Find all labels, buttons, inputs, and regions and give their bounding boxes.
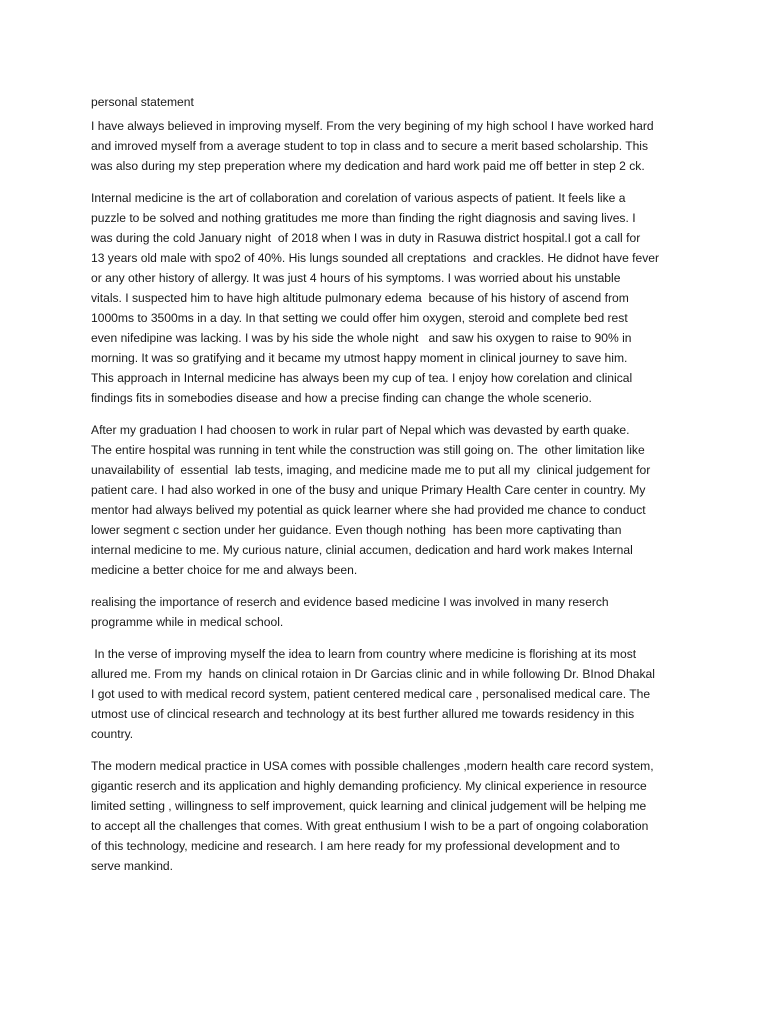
paragraph [91, 116, 683, 176]
text-line: allured me. From my hands on clinical rotaion in Dr Garcias clinic and in while following Dr. BInod Dhakal [91, 667, 655, 681]
text-line: vitals. I suspected him to have high altitude pulmonary edema because of his history of ascend from [91, 291, 629, 305]
text-line: was also during my step preperation where my dedication and hard work paid me off better in step 2 ck. [91, 159, 645, 173]
text-line: serve mankind. [91, 859, 174, 873]
text-line: unavailability of essential lab tests, imaging, and medicine made me to put all my clinical judgement for [91, 463, 651, 477]
text-line: medicine a better choice for me and always been. [91, 563, 358, 577]
text-line: realising the importance of reserch and evidence based medicine I was involved in many reserch [91, 595, 609, 609]
text-line: internal medicine to me. My curious nature, clinial accumen, dedication and hard work makes Internal [91, 543, 633, 557]
text-line: findings fits in somebodies disease and how a precise finding can change the whole scenerio. [91, 391, 592, 405]
text-line: utmost use of clincical research and technology at its best further allured me towards residency in this [91, 707, 635, 721]
text-line: I got used to with medical record system, patient centered medical care , personalised medical care. The [91, 687, 651, 701]
text-line: mentor had always belived my potential as quick learner where she had provided me chance to conduct [91, 503, 646, 517]
text-line: of this technology, medicine and research. I am here ready for my professional development and to [91, 839, 620, 853]
text-line: programme while in medical school. [91, 615, 284, 629]
text-line: to accept all the challenges that comes. With great enthusium I wish to be a part of ongoing colaboration [91, 819, 649, 833]
text-line: puzzle to be solved and nothing gratitudes me more than finding the right diagnosis and saving lives. I [91, 211, 636, 225]
text-line: Internal medicine is the art of collaboration and corelation of various aspects of patient. It feels like a [91, 191, 626, 205]
text-line: In the verse of improving myself the idea to learn from country where medicine is florishing at its most [91, 647, 637, 661]
paragraph [91, 420, 683, 580]
text-line: patient care. I had also worked in one of the busy and unique Primary Health Care center in country. My [91, 483, 646, 497]
text-line: limited setting , willingness to self improvement, quick learning and clinical judgement will be helping me [91, 799, 647, 813]
text-line: or any other history of allergy. It was just 4 hours of his symptoms. I was worried about his unstable [91, 271, 621, 285]
paragraph [91, 756, 683, 876]
document-body [91, 116, 683, 876]
paragraph [91, 188, 683, 408]
document-page [91, 92, 683, 888]
text-line: and imroved myself from a average student to top in class and to secure a merit based scholarship. This [91, 139, 649, 153]
text-line: lower segment c section under her guidance. Even though nothing has been more captivating than [91, 523, 622, 537]
document-title: personal statement [91, 95, 194, 109]
text-line: country. [91, 727, 134, 741]
text-line: The entire hospital was running in tent while the construction was still going on. The other limitation like [91, 443, 645, 457]
text-line: 1000ms to 3500ms in a day. In that setting we could offer him oxygen, steroid and complete bed rest [91, 311, 628, 325]
text-line: The modern medical practice in USA comes with possible challenges ,modern health care record system, [91, 759, 654, 773]
text-line: was during the cold January night of 2018 when I was in duty in Rasuwa district hospital.I got a call for [91, 231, 641, 245]
text-line: I have always believed in improving myself. From the very begining of my high school I have worked hard [91, 119, 654, 133]
paragraph [91, 644, 683, 744]
text-line: even nifedipine was lacking. I was by his side the whole night and saw his oxygen to raise to 90% in [91, 331, 632, 345]
paragraph [91, 592, 683, 632]
text-line: morning. It was so gratifying and it became my utmost happy moment in clinical journey to save him. [91, 351, 628, 365]
text-line: This approach in Internal medicine has always been my cup of tea. I enjoy how corelation and clinical [91, 371, 633, 385]
text-line: After my graduation I had choosen to work in rular part of Nepal which was devasted by earth quake. [91, 423, 630, 437]
text-line: 13 years old male with spo2 of 40%. His lungs sounded all creptations and crackles. He didnot have fever [91, 251, 660, 265]
text-line: gigantic reserch and its application and highly demanding proficiency. My clinical experience in resource [91, 779, 647, 793]
